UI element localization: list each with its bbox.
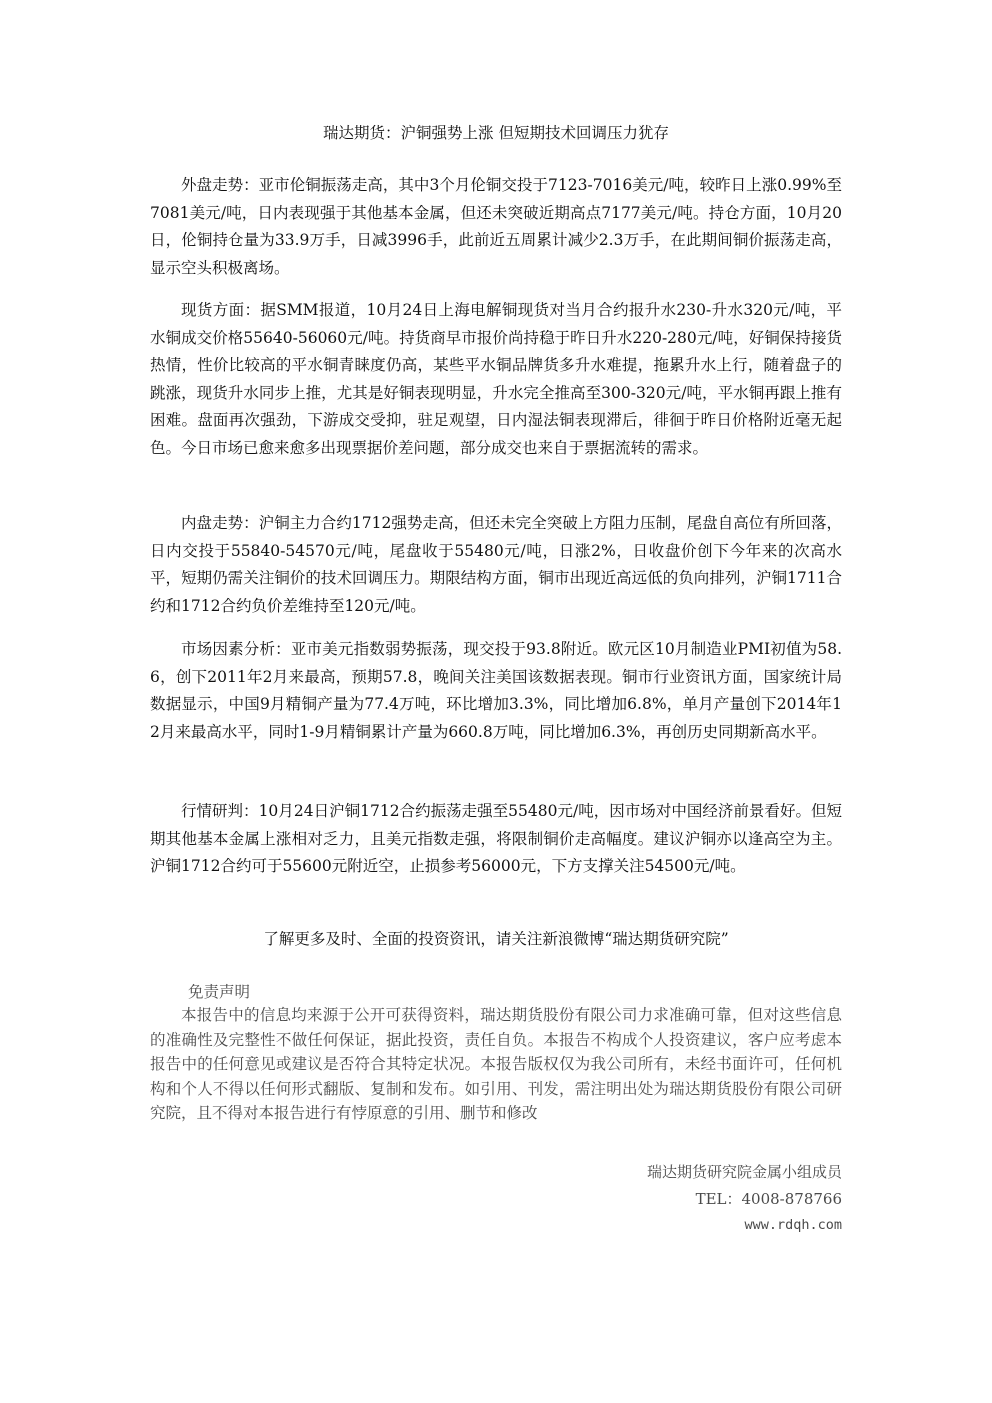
signature-phone: TEL：4008-878766 <box>695 1190 842 1208</box>
signature-group: 瑞达期货研究院金属小组成员 <box>646 1163 842 1181</box>
signature-website: www.rdqh.com <box>744 1217 842 1233</box>
paragraph-overseas-market: 外盘走势：亚市伦铜振荡走高，其中3个月伦铜交投于7123-7016美元/吨，较昨日上涨0.99%至7081美元/吨，日内表现强于其他基本金属，但还未突破近期高点7177美元/吨。持仓方面，10月20日，伦铜持仓量为33.9万手，日减3996手，此前近五周累计减少2.3万手，在此期间铜价振荡走高，显示空头积极离场。 <box>150 176 842 277</box>
paragraph-outlook: 行情研判：10月24日沪铜1712合约振荡走强至55480元/吨，因市场对中国经济前景看好。但短期其他基本金属上涨相对乏力，且美元指数走强，将限制铜价走高幅度。建议沪铜亦以逢高空为主。沪铜1712合约可于55600元附近空，止损参考56000元，下方支撑关注54500元/吨。 <box>150 802 842 875</box>
disclaimer-body: 本报告中的信息均来源于公开可获得资料，瑞达期货股份有限公司力求准确可靠，但对这些信息的准确性及完整性不做任何保证，据此投资，责任自负。本报告不构成个人投资建议，客户应考虑本报告中的任何意见或建议是否符合其特定状况。本报告版权仅为我公司所有，未经书面许可，任何机构和个人不得以任何形式翻版、复制和发布。如引用、刊发，需注明出处为瑞达期货股份有限公司研究院，且不得对本报告进行有悖原意的引用、删节和修改 <box>150 1006 842 1122</box>
document-title: 瑞达期货：沪铜强势上涨 但短期技术回调压力犹存 <box>323 124 669 142</box>
weibo-follow-note: 了解更多及时、全面的投资资讯，请关注新浪微博“瑞达期货研究院” <box>263 930 729 948</box>
paragraph-market-factors: 市场因素分析：亚市美元指数弱势振荡，现交投于93.8附近。欧元区10月制造业PMI初值为58.6，创下2011年2月来最高，预期57.8，晚间关注美国该数据表现。铜市行业资讯方面，国家统计局数据显示，中国9月精铜产量为77.4万吨，环比增加3.3%，同比增加6.8%，单月产量创下2014年12月来最高水平，同时1-9月精铜累计产量为660.8万吨，同比增加6.3%，再创历史同期新高水平。 <box>150 640 842 741</box>
paragraph-spot-market: 现货方面：据SMM报道，10月24日上海电解铜现货对当月合约报升水230-升水320元/吨，平水铜成交价格55640-56060元/吨。持货商早市报价尚持稳于昨日升水220-280元/吨，好铜保持接货热情，性价比较高的平水铜青睐度仍高，某些平水铜品牌货多升水难提，拖累升水上行，随着盘子的跳涨，现货升水同步上推，尤其是好铜表现明显，升水完全推高至300-320元/吨，平水铜再跟上推有困难。盘面再次强劲，下游成交受抑，驻足观望，日内湿法铜表现滞后，徘徊于昨日价格附近毫无起色。今日市场已愈来愈多出现票据价差问题，部分成交也来自于票据流转的需求。 <box>150 301 842 457</box>
paragraph-domestic-market: 内盘走势：沪铜主力合约1712强势走高，但还未完全突破上方阻力压制，尾盘自高位有所回落，日内交投于55840-54570元/吨，尾盘收于55480元/吨，日涨2%，日收盘价创下今年来的次高水平，短期仍需关注铜价的技术回调压力。期限结构方面，铜市出现近高远低的负向排列，沪铜1711合约和1712合约负价差维持至120元/吨。 <box>150 514 842 615</box>
disclaimer-title: 免责声明 <box>188 983 251 1001</box>
